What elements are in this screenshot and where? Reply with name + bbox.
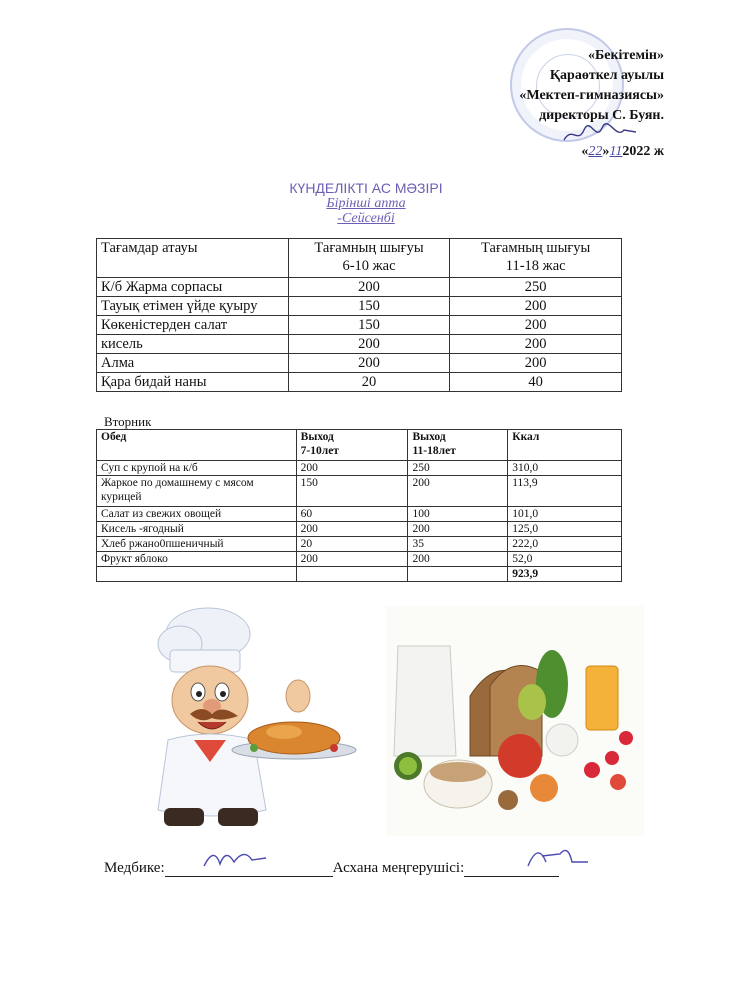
table-row: Салат из свежих овощей 60 100 101,0	[97, 507, 622, 522]
nurse-label: Медбике:	[104, 860, 165, 876]
table-row: Суп с крупой на к/б 200 250 310,0	[97, 461, 622, 476]
menu-table-kz	[96, 238, 622, 392]
day-label-kz: -Сейсенбі	[337, 211, 395, 226]
header-yield-senior: Тағамның шығуы 11-18 жас	[450, 239, 622, 278]
table-row: кисель 200 200	[97, 335, 622, 354]
table-row: Фрукт яблоко 200 200 52,0	[97, 552, 622, 567]
table-header	[97, 239, 622, 278]
header-lunch: Обед	[97, 430, 297, 461]
week-label: Бірінші апта	[326, 196, 406, 211]
approval-director: директоры С. Буян.	[539, 108, 664, 123]
menu-heading	[0, 180, 732, 226]
approval-title: «Бекітемін»	[587, 48, 664, 63]
signatures-footer	[104, 860, 559, 877]
chef-illustration	[98, 600, 368, 840]
header-yield-junior: Тағамның шығуы 6-10 жас	[288, 239, 450, 278]
date-day: 22	[588, 144, 603, 159]
table-row: Хлеб ржано0пшеничный 20 35 222,0	[97, 537, 622, 552]
date-month: 11	[609, 144, 623, 159]
table-row: Тауық етімен үйде қуыру 150 200	[97, 297, 622, 316]
header-dish: Тағамдар атауы	[97, 239, 289, 278]
table-row: К/б Жарма сорпасы 200 250	[97, 278, 622, 297]
healthy-food-illustration	[386, 606, 644, 836]
approval-village: Қараөткел ауылы	[549, 68, 664, 83]
menu-title: КҮНДЕЛІКТІ АС МӘЗІРІ	[289, 180, 443, 196]
nurse-signature	[200, 842, 270, 874]
approval-block	[424, 46, 664, 162]
approval-school: «Мектеп-гимназиясы»	[519, 88, 664, 103]
kitchen-head-label: Асхана меңгерушісі:	[332, 860, 465, 876]
table-row: Жаркое по домашнему с мясом курицей 150 200 113,9	[97, 476, 622, 507]
table-row: Қара бидай наны 20 40	[97, 373, 622, 392]
day-label-ru: Вторник	[104, 414, 152, 429]
table-row: Көкеністерден салат 150 200	[97, 316, 622, 335]
kitchen-head-signature	[522, 840, 592, 872]
header-yield-senior: Выход 11-18лет	[408, 430, 508, 461]
table-header	[97, 430, 622, 461]
menu-table-ru	[96, 429, 622, 582]
table-total-row	[97, 567, 622, 582]
approval-date: «22»112022 ж	[581, 144, 664, 159]
date-year: 2022 ж	[622, 144, 664, 159]
table-row: Кисель -ягодный 200 200 125,0	[97, 522, 622, 537]
header-yield-junior: Выход 7-10лет	[296, 430, 408, 461]
table-row: Алма 200 200	[97, 354, 622, 373]
header-kcal: Ккал	[508, 430, 622, 461]
kcal-total: 923,9	[508, 567, 622, 582]
